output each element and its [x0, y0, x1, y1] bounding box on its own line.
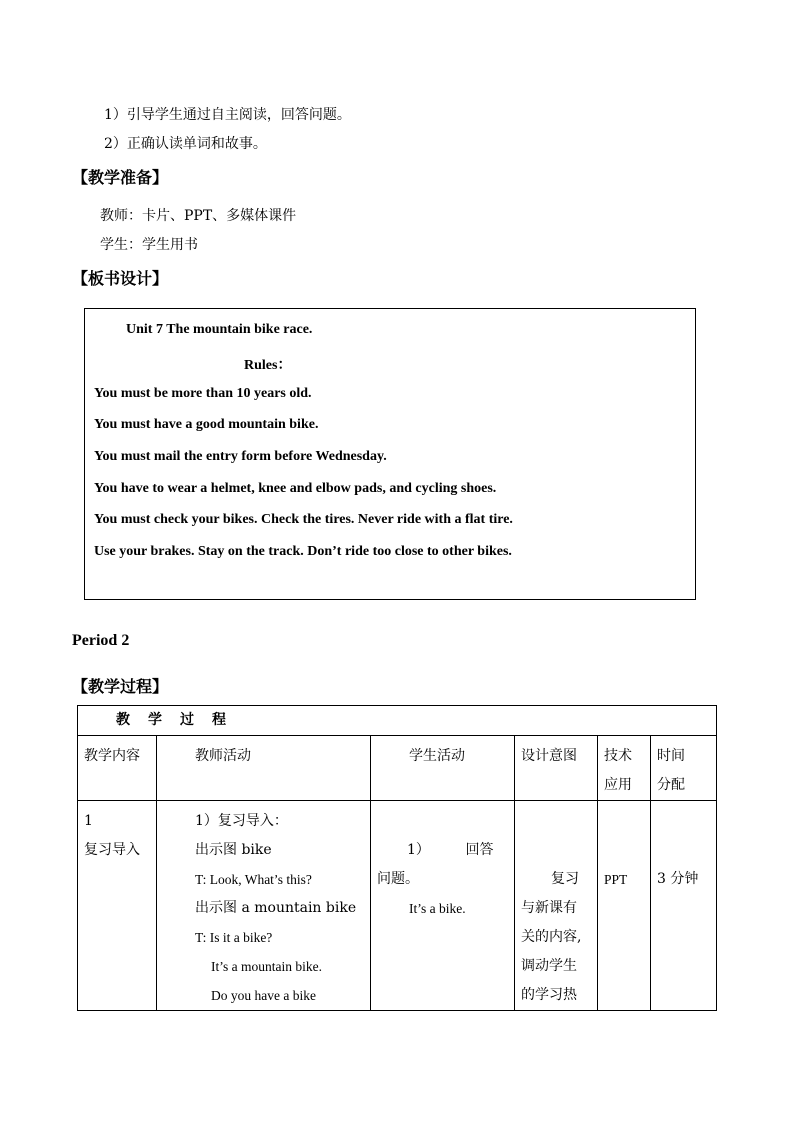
- student-activity-cell: 1） 回答 问题。 It’s a bike.: [371, 801, 515, 1011]
- board-subtitle: Rules：: [244, 358, 292, 373]
- objective-2: 2）正确认读单词和故事。: [104, 136, 267, 152]
- board-rule: You have to wear a helmet, knee and elbow pads, and cycling shoes.: [94, 481, 497, 496]
- objective-1: 1）引导学生通过自主阅读，回答问题。: [104, 107, 351, 123]
- board-heading: 【板书设计】: [72, 269, 169, 288]
- table-header: 教师活动: [157, 736, 371, 801]
- board-rule: You must check your bikes. Check the tires. Never ride with a flat tire.: [94, 512, 513, 527]
- table-header: 教学内容: [78, 736, 157, 801]
- table-header: 时间分配: [651, 736, 717, 801]
- prep-heading: 【教学准备】: [72, 168, 169, 187]
- intent-cell: 复习 与新课有 关的内容, 调动学生 的学习热: [515, 801, 598, 1011]
- teacher-activity-cell: 1）复习导入： 出示图 bike T: Look, What’s this? 出示图 a mountain bike T: Is it a bike? It’s a mountain bike. Do you have a bike: [157, 801, 371, 1011]
- table-header: 技术应用: [598, 736, 651, 801]
- process-table: [77, 705, 717, 1011]
- board-rule: You must have a good mountain bike.: [94, 417, 319, 432]
- period-label: Period 2: [72, 632, 130, 649]
- prep-student: 学生：学生用书: [100, 237, 198, 253]
- table-header: 设计意图: [515, 736, 598, 801]
- board-title: Unit 7 The mountain bike race.: [126, 322, 313, 337]
- board-design-box: [84, 308, 696, 600]
- table-header: 学生活动: [371, 736, 515, 801]
- content-cell: 1 复习导入: [78, 801, 157, 1011]
- prep-teacher: 教师：卡片、PPT、多媒体课件: [100, 208, 297, 224]
- board-rule: Use your brakes. Stay on the track. Don’t ride too close to other bikes.: [94, 544, 512, 559]
- board-rule: You must be more than 10 years old.: [94, 386, 312, 401]
- board-rule: You must mail the entry form before Wednesday.: [94, 449, 387, 464]
- process-heading: 【教学过程】: [72, 677, 169, 696]
- tech-cell: PPT: [598, 801, 651, 1011]
- time-cell: 3 分钟: [651, 801, 717, 1011]
- table-title: 教学过程: [78, 706, 717, 736]
